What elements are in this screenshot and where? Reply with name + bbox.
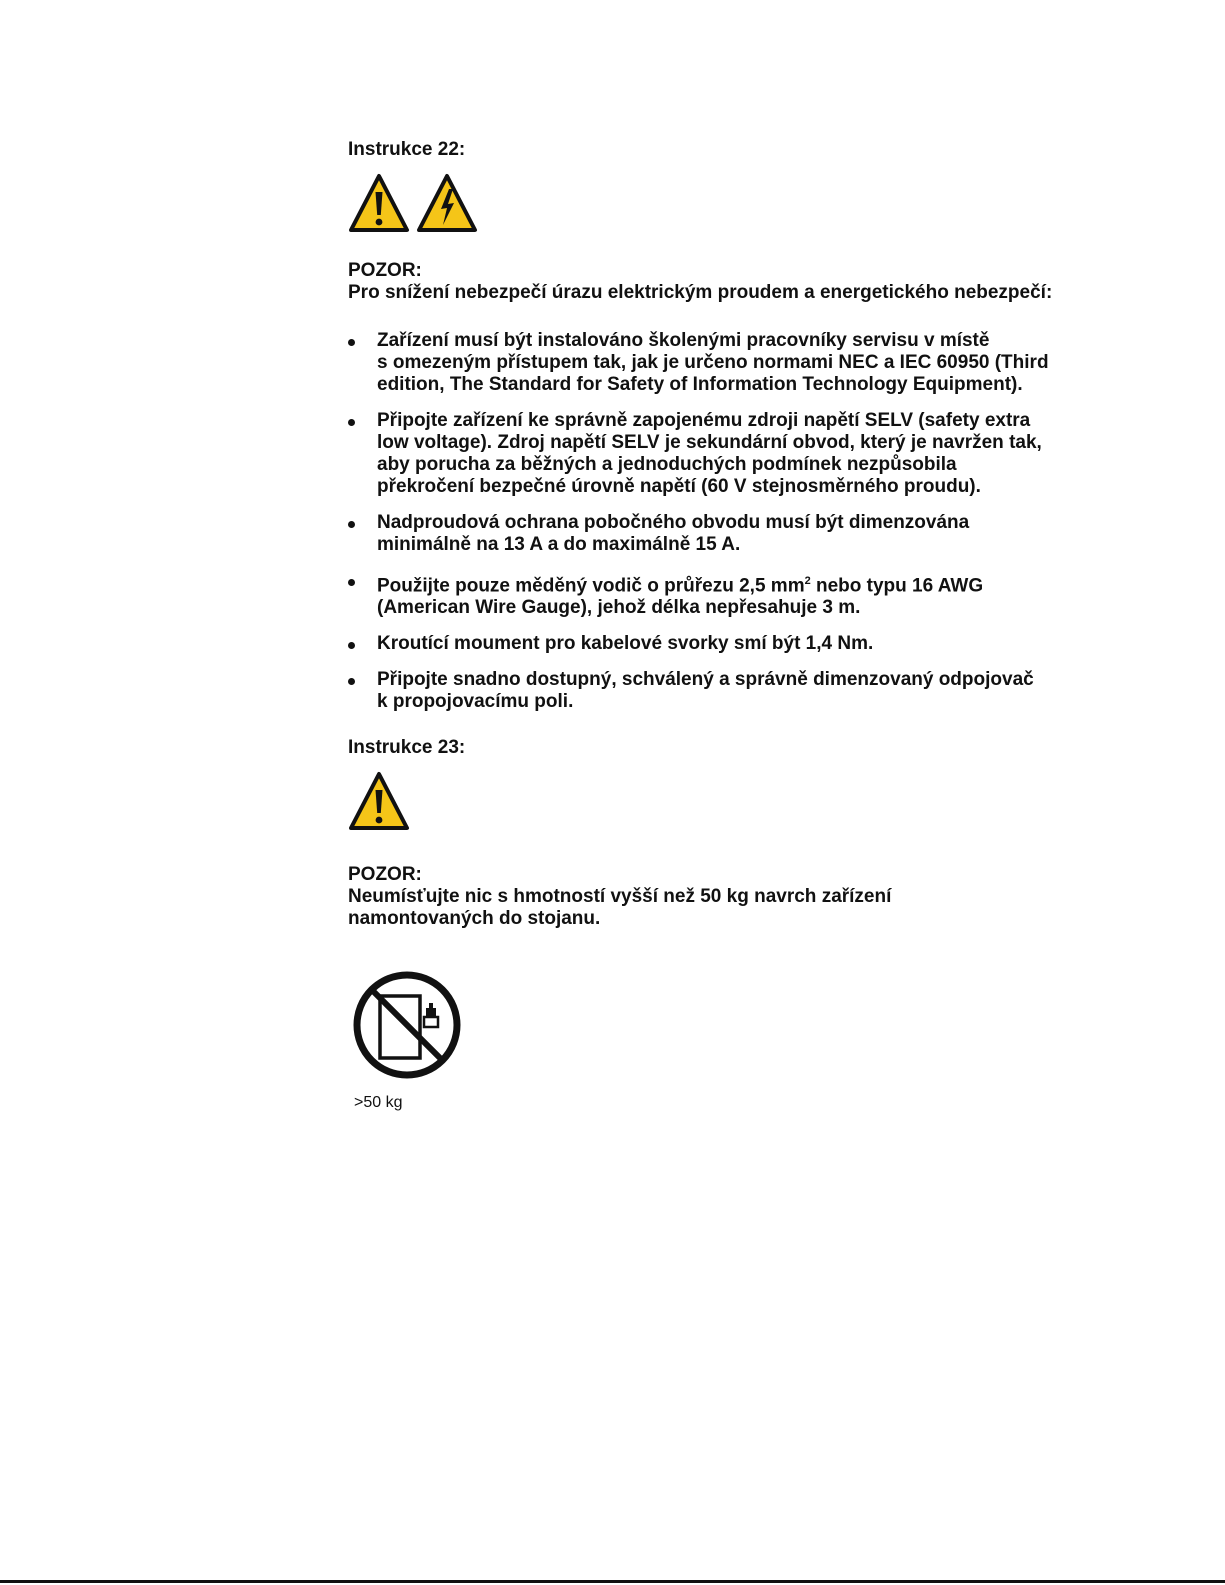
bullet-line: k propojovacímu poli. (377, 691, 574, 713)
bullet-dot (348, 339, 355, 346)
statement-23-text-line: namontovaných do stojanu. (348, 908, 601, 930)
bullet-line-part: nebo typu 16 AWG (810, 575, 984, 597)
statement-23-caution-label: POZOR: (348, 864, 422, 886)
bullet-dot (348, 419, 355, 426)
bullet-line-part: Použijte pouze měděný vodič o průřezu 2,5 mm (377, 575, 805, 597)
bullet-line: low voltage). Zdroj napětí SELV je sekundární obvod, který je navržen tak, (377, 432, 1042, 453)
statement-22-icons (348, 172, 1088, 238)
weight-limit-label: >50 kg (354, 1094, 403, 1112)
bullet-dot (348, 642, 355, 649)
bullet-item (348, 570, 1088, 619)
electrical-hazard-icon (416, 172, 478, 234)
bullet-dot (348, 579, 355, 586)
bullet-item (348, 633, 1088, 655)
statement-23-heading: Instrukce 23: (348, 737, 466, 759)
bullet-line: Připojte zařízení ke správně zapojenému zdroji napětí SELV (safety extra (377, 410, 1031, 431)
bullet-dot (348, 678, 355, 685)
bullet-line: s omezeným přístupem tak, jak je určeno normami NEC a IEC 60950 (Third (377, 352, 1049, 373)
bullet-item (348, 410, 1088, 498)
bullet-line: (American Wire Gauge), jehož délka nepřesahuje 3 m. (377, 597, 861, 619)
bullet-line: aby porucha za běžných a jednoduchých podmínek nezpůsobila (377, 454, 957, 475)
safety-statements (348, 138, 1088, 1112)
bullet-line: edition, The Standard for Safety of Information Technology Equipment). (377, 374, 1023, 395)
warning-triangle-icon (348, 770, 410, 832)
statement-22-bullet-list (348, 330, 1088, 713)
statement-22-intro: Pro snížení nebezpečí úrazu elektrickým proudem a energetického nebezpečí: (348, 282, 1053, 303)
bullet-line: minimálně na 13 A a do maximálně 15 A. (377, 534, 741, 555)
no-heavy-load-on-rack-icon (352, 970, 462, 1080)
statement-23-icons (348, 770, 1088, 836)
bullet-line: Kroutící moument pro kabelové svorky smí být 1,4 Nm. (377, 633, 874, 655)
page-bottom-rule (0, 1580, 1225, 1583)
bullet-item (348, 512, 1088, 556)
bullet-line: Připojte snadno dostupný, schválený a správně dimenzovaný odpojovač (377, 669, 1034, 691)
bullet-line: překročení bezpečné úrovně napětí (60 V stejnosměrného proudu). (377, 476, 981, 497)
bullet-line: Zařízení musí být instalováno školenými pracovníky servisu v místě (377, 330, 990, 351)
statement-23 (348, 736, 1088, 1112)
bullet-dot (348, 521, 355, 528)
statement-22 (348, 138, 1088, 713)
bullet-item (348, 669, 1088, 713)
bullet-line: Nadproudová ochrana pobočného obvodu musí být dimenzována (377, 512, 970, 533)
bullet-item (348, 330, 1088, 396)
statement-22-caution-label: POZOR: (348, 260, 422, 281)
statement-22-heading: Instrukce 22: (348, 139, 466, 160)
superscript-exponent: 2 (804, 575, 811, 587)
statement-23-text-line: Neumísťujte nic s hmotností vyšší než 50 kg navrch zařízení (348, 886, 892, 908)
warning-triangle-icon (348, 172, 410, 234)
